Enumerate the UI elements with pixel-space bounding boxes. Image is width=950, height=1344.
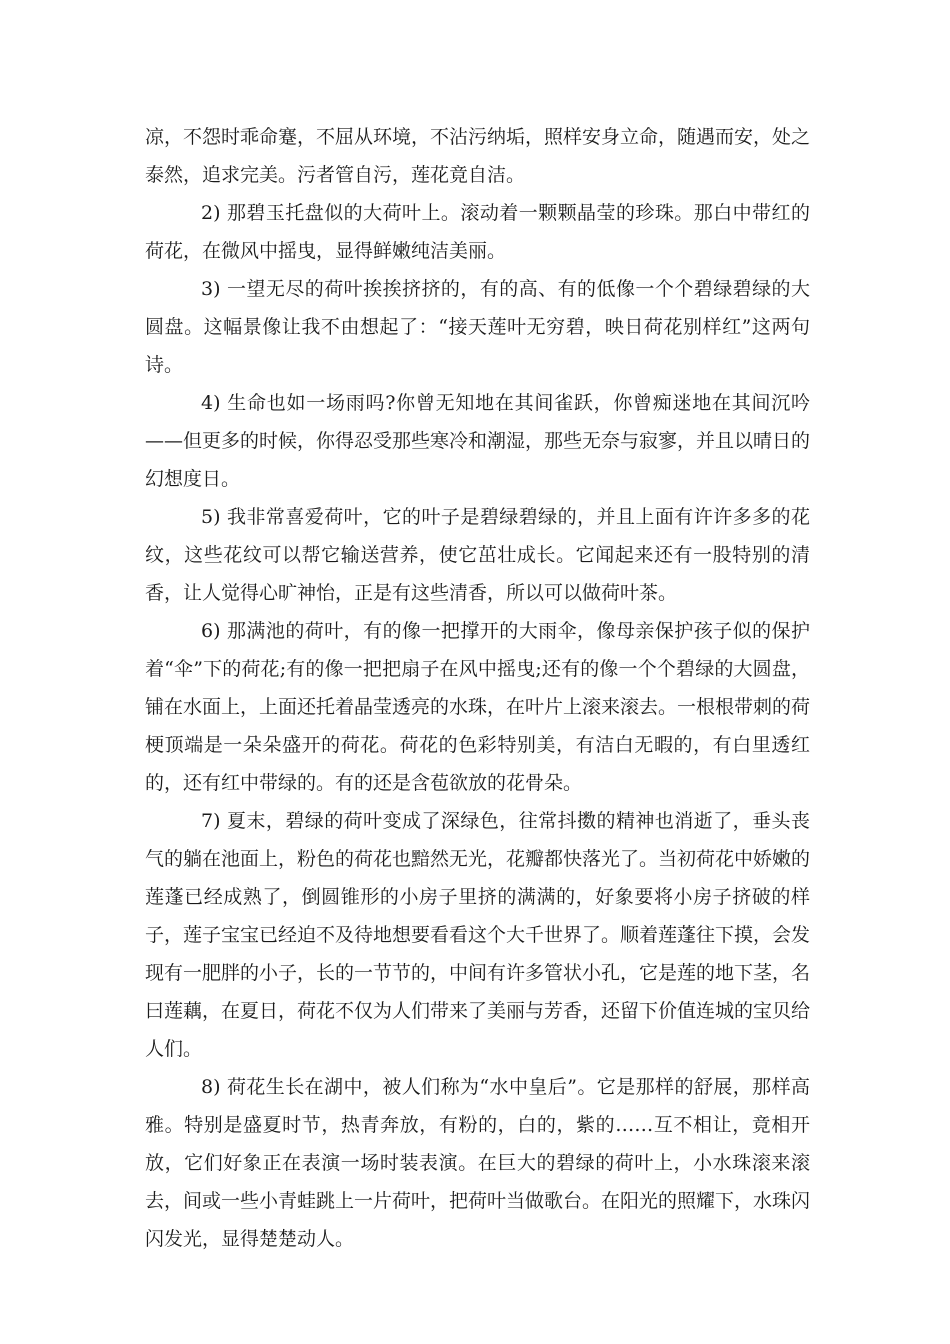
paragraph-continuation: 凉，不怨时乖命蹇，不屈从环境，不沾污纳垢，照样安身立命，随遇而安，处之泰然，追求完美。污者管自污，莲花竟自洁。 — [145, 126, 811, 186]
paragraph-3: 3) 一望无尽的荷叶挨挨挤挤的，有的高、有的低像一个个碧绿碧绿的大圆盘。这幅景像让我不由想起了：“接天莲叶无穷碧，映日荷花别样红”这两句诗。 — [145, 278, 810, 376]
document-body — [145, 118, 810, 1258]
paragraph-2: 2) 那碧玉托盘似的大荷叶上。滚动着一颗颗晶莹的珍珠。那白中带红的荷花，在微风中摇曳，显得鲜嫩纯洁美丽。 — [145, 202, 810, 262]
paragraph-5: 5) 我非常喜爱荷叶，它的叶子是碧绿碧绿的，并且上面有许许多多的花纹，这些花纹可以帮它输送营养，使它茁壮成长。它闻起来还有一股特别的清香，让人觉得心旷神怡，正是有这些清香，所以可以做荷叶茶。 — [145, 506, 810, 604]
paragraph-4: 4) 生命也如一场雨吗?你曾无知地在其间雀跃，你曾痴迷地在其间沉吟——但更多的时候，你得忍受那些寒冷和潮湿，那些无奈与寂寥，并且以晴日的幻想度日。 — [145, 392, 811, 490]
paragraph-8: 8) 荷花生长在湖中，被人们称为“水中皇后”。它是那样的舒展，那样高雅。特别是盛夏时节，热青奔放，有粉的，白的，紫的……互不相让，竟相开放，它们好象正在表演一场时装表演。在巨大的碧绿的荷叶上，小水珠滚来滚去，间或一些小青蛙跳上一片荷叶，把荷叶当做歌台。在阳光的照耀下，水珠闪闪发光，显得楚楚动人。 — [145, 1076, 811, 1250]
paragraph-7: 7) 夏末，碧绿的荷叶变成了深绿色，往常抖擞的精神也消逝了，垂头丧气的躺在池面上，粉色的荷花也黯然无光，花瓣都快落光了。当初荷花中娇嫩的莲蓬已经成熟了，倒圆锥形的小房子里挤的满满的，好象要将小房子挤破的样子，莲子宝宝已经迫不及待地想要看看这个大千世界了。顺着莲蓬往下摸，会发现有一肥胖的小子，长的一节节的，中间有许多管状小孔，它是莲的地下茎，名曰莲藕，在夏日，荷花不仅为人们带来了美丽与芳香，还留下价值连城的宝贝给人们。 — [145, 810, 811, 1060]
paragraph-6: 6) 那满池的荷叶，有的像一把撑开的大雨伞，像母亲保护孩子似的保护着“伞”下的荷花;有的像一把把扇子在风中摇曳;还有的像一个个碧绿的大圆盘，铺在水面上，上面还托着晶莹透亮的水珠，在叶片上滚来滚去。一根根带刺的荷梗顶端是一朵朵盛开的荷花。荷花的色彩特别美，有洁白无暇的，有白里透红的，还有红中带绿的。有的还是含苞欲放的花骨朵。 — [145, 620, 811, 794]
